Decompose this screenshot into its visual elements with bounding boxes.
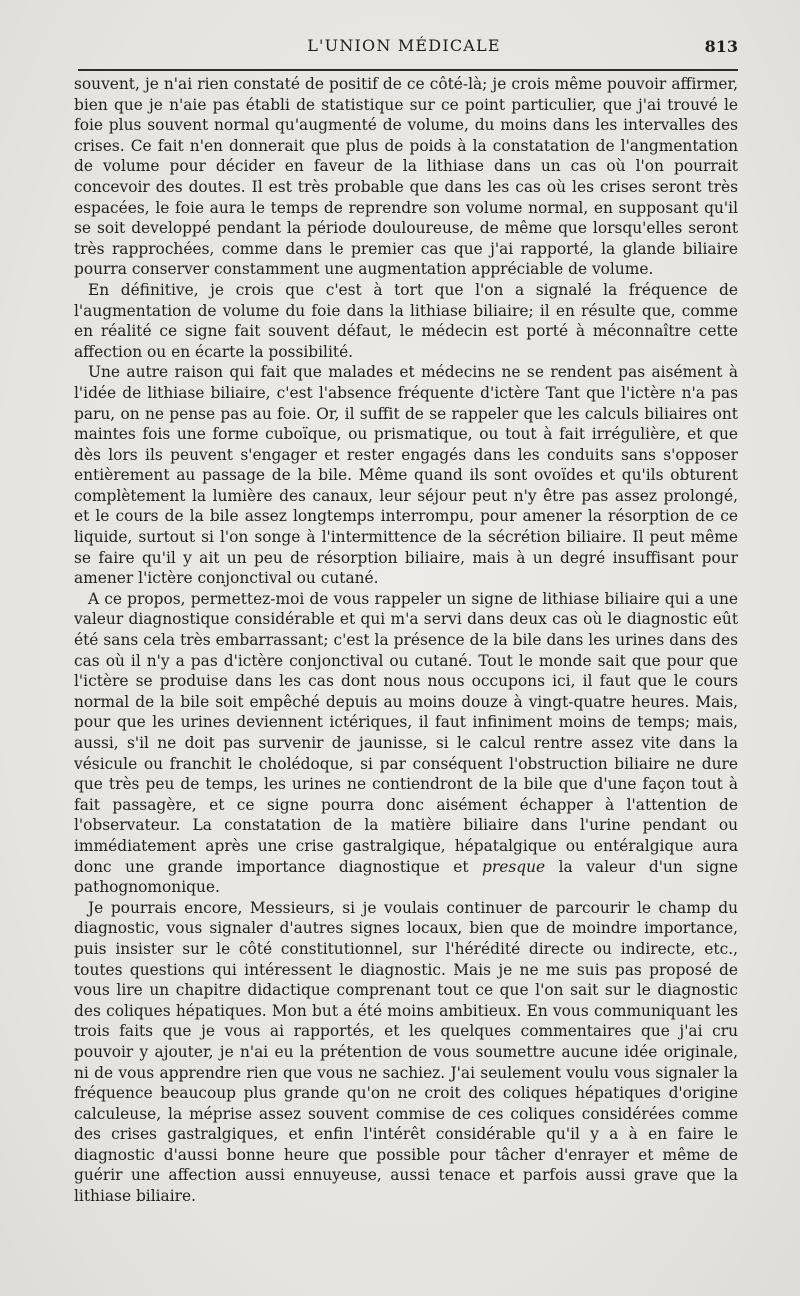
paragraph-continuation: souvent, je n'ai rien constaté de positif de ce côté-là; je crois même pouvoir affirmer, bien que je n'aie pas établi de statistique sur ce point particulier, que j'ai trouvé le foie plus souvent normal qu'augmenté de volume, du moins dans les intervalles des crises. Ce fait n'en donnerait que plus de poids à la constatation de l'angmentation de volume pour décider en faveur de la lithiase dans un cas où l'on pourrait concevoir des doutes. Il est très probable que dans les cas où les crises seront très espacées, le foie aura le temps de reprendre son volume normal, en supposant qu'il se soit developpé pendant la période douloureuse, de même que lorsqu'elles seront très rapprochées, comme dans le premier cas que j'ai rapporté, la glande biliaire pourra conserver constamment une augmentation appréciable de volume. [74, 75, 738, 279]
running-header [70, 36, 738, 62]
emphasis-presque: presque [482, 857, 546, 876]
body-text [74, 74, 738, 1207]
page-number: 813 [704, 37, 738, 56]
header-rule [78, 69, 738, 71]
paragraph-urines-text: A ce propos, permettez-moi de vous rappeler un signe de lithiase biliaire qui a une valeur diagnostique considérable et qui m'a servi dans deux cas où le diagnostic eût été sans cela très embarrassant; c'est la présence de la bile dans les urines dans des cas où il n'y a pas d'ictère conjonctival ou cutané. Tout le monde sait que pour que l'ictère se produise dans les cas dont nous nous occupons ici, il faut que le cours normal de la bile soit empêché depuis au moins douze à vingt-quatre heures. Mais, pour que les urines deviennent ictériques, il faut infiniment moins de temps; mais, aussi, s'il ne doit pas survenir de jaunisse, si le calcul rentre assez vite dans la vésicule ou franchit le cholédoque, si par conséquent l'obstruction biliaire ne dure que très peu de temps, les urines ne contiendront de la bile que d'une façon tout à fait passagère, et ce signe pourra donc aisément échapper à l'attention de l'observateur. La constatation de la matière biliaire dans l'urine pendant ou immédiatement après une crise gastralgique, hépatalgique ou entéralgique aura donc une grande importance diagnostique et [74, 589, 738, 876]
running-title: L'UNION MÉDICALE [307, 36, 501, 55]
paragraph-conclusion: Je pourrais encore, Messieurs, si je voulais continuer de parcourir le champ du diagnostic, vous signaler d'autres signes locaux, bien que de moindre importance, puis insister sur le côté constitutionnel, sur l'hérédité directe ou indirecte, etc., toutes questions qui intéressent le diagnostic. Mais je ne me suis pas proposé de vous lire un chapitre didactique comprenant tout ce que l'on sait sur le diagnostic des coliques hépatiques. Mon but a été moins ambitieux. En vous communiquant les trois faits que je vous ai rapportés, et les quelques commentaires que j'ai cru pouvoir y ajouter, je n'ai eu la prétention de vous soumettre aucune idée originale, ni de vous apprendre rien que vous ne sachiez. J'ai seulement voulu vous signaler la fréquence beaucoup plus grande qu'on ne croit des coliques hépatiques d'origine calculeuse, la méprise assez souvent commise de ces coliques considérées comme des crises gastralgiques, et enfin l'intérêt considérable qu'il y a à en faire le diagnostic d'aussi bonne heure que possible pour tâcher d'enrayer et même de guérir une affection aussi ennuyeuse, aussi tenace et parfois aussi grave que la lithiase biliaire. [74, 898, 738, 1206]
paragraph-urines-end: la valeur d'un signe pathognomonique. [74, 857, 738, 897]
paragraph-urines [74, 589, 738, 898]
paragraph-ictere: Une autre raison qui fait que malades et médecins ne se rendent pas aisément à l'idée de lithiase biliaire, c'est l'absence fréquente d'ictère Tant que l'ictère n'a pas paru, on ne pense pas au foie. Or, il suffit de se rappeler que les calculs biliaires ont maintes fois une forme cuboïque, ou prismatique, ou tout à fait irrégulière, et que dès lors ils peuvent s'engager et rester engagés dans les conduits sans s'opposer entièrement au passage de la bile. Même quand ils sont ovoïdes et qu'ils obturent complètement la lumière des canaux, leur séjour peut n'y être pas assez prolongé, et le cours de la bile assez longtemps interrompu, pour amener la résorption de ce liquide, surtout si l'on songe à l'intermittence de la sécrétion biliaire. Il peut même se faire qu'il y ait un peu de résorption biliaire, mais à un degré insuffisant pour amener l'ictère conjonctival ou cutané. [74, 363, 738, 588]
paragraph-definitive: En définitive, je crois que c'est à tort que l'on a signalé la fréquence de l'augmentation de volume du foie dans la lithiase biliaire; il en résulte que, comme en réalité ce signe fait souvent défaut, le médecin est porté à méconnaître cette affection ou en écarte la possibilité. [74, 280, 738, 361]
